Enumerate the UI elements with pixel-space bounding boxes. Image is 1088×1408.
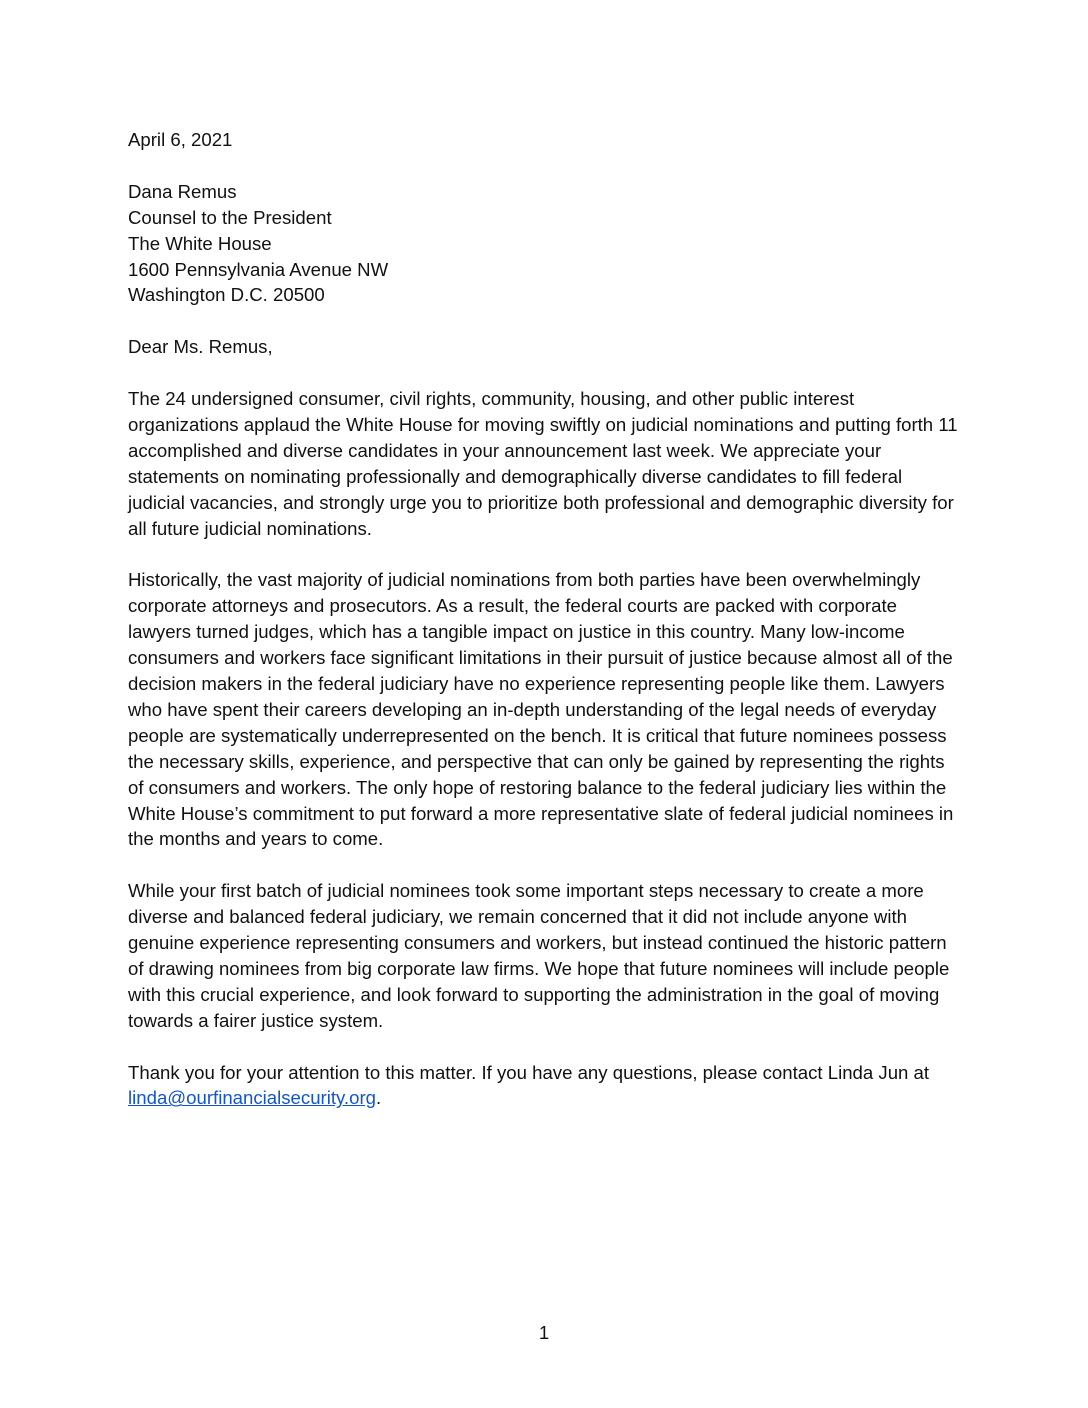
paragraph-1: The 24 undersigned consumer, civil rights, community, housing, and other public interest organizations applaud the White House for moving swiftly on judicial nominations and putting forth 11 accomplished and diverse candidates in your announcement last week. We appreciate your statements on nominating professionally and demographically diverse candidates to fill federal judicial vacancies, and strongly urge you to prioritize both professional and demographic diversity for all future judicial nominations. — [128, 388, 958, 539]
closing-period: . — [375, 1087, 382, 1109]
recipient-address — [128, 179, 963, 309]
contact-email-link[interactable]: linda@ourfinancialsecurity.org — [128, 1087, 376, 1109]
closing-text: Thank you for your attention to this matter. If you have any questions, please contact Linda Jun at — [128, 1061, 930, 1083]
closing-paragraph — [128, 1060, 963, 1112]
salutation: Dear Ms. Remus, — [128, 336, 273, 358]
letter-date: April 6, 2021 — [128, 129, 233, 150]
paragraph-3: While your first batch of judicial nominees took some important steps necessary to create a more diverse and balanced federal judiciary, we remain concerned that it did not include anyone with genuine experience representing consumers and workers, but instead continued the historic pattern of drawing nominees from big corporate law firms. We hope that future nominees will include people with this crucial experience, and look forward to supporting the administration in the goal of moving towards a fairer justice system. — [128, 880, 950, 1031]
recipient-title: Counsel to the President — [128, 206, 332, 228]
paragraph-2: Historically, the vast majority of judicial nominations from both parties have been overwhelmingly corporate attorneys and prosecutors. As a result, the federal courts are packed with corporate lawyers turned judges, which has a tangible impact on justice in this country. Many low-income consumers and workers face significant limitations in their pursuit of justice because almost all of the decision makers in the federal judiciary have no experience representing people like them. Lawyers who have spent their careers developing an in-depth understanding of the legal needs of everyday people are systematically underrepresented on the bench. It is critical that future nominees possess the necessary skills, experience, and perspective that can only be gained by representing the rights of consumers and workers. The only hope of restoring balance to the federal judiciary lies within the White House’s commitment to put forward a more representative slate of federal judicial nominees in the months and years to come. — [128, 569, 954, 850]
recipient-city: Washington D.C. 20500 — [128, 284, 325, 306]
letter-body — [128, 127, 963, 1137]
recipient-organization: The White House — [128, 232, 272, 254]
recipient-name: Dana Remus — [128, 180, 237, 202]
recipient-street: 1600 Pennsylvania Avenue NW — [128, 258, 389, 280]
page-number: 1 — [538, 1322, 550, 1343]
